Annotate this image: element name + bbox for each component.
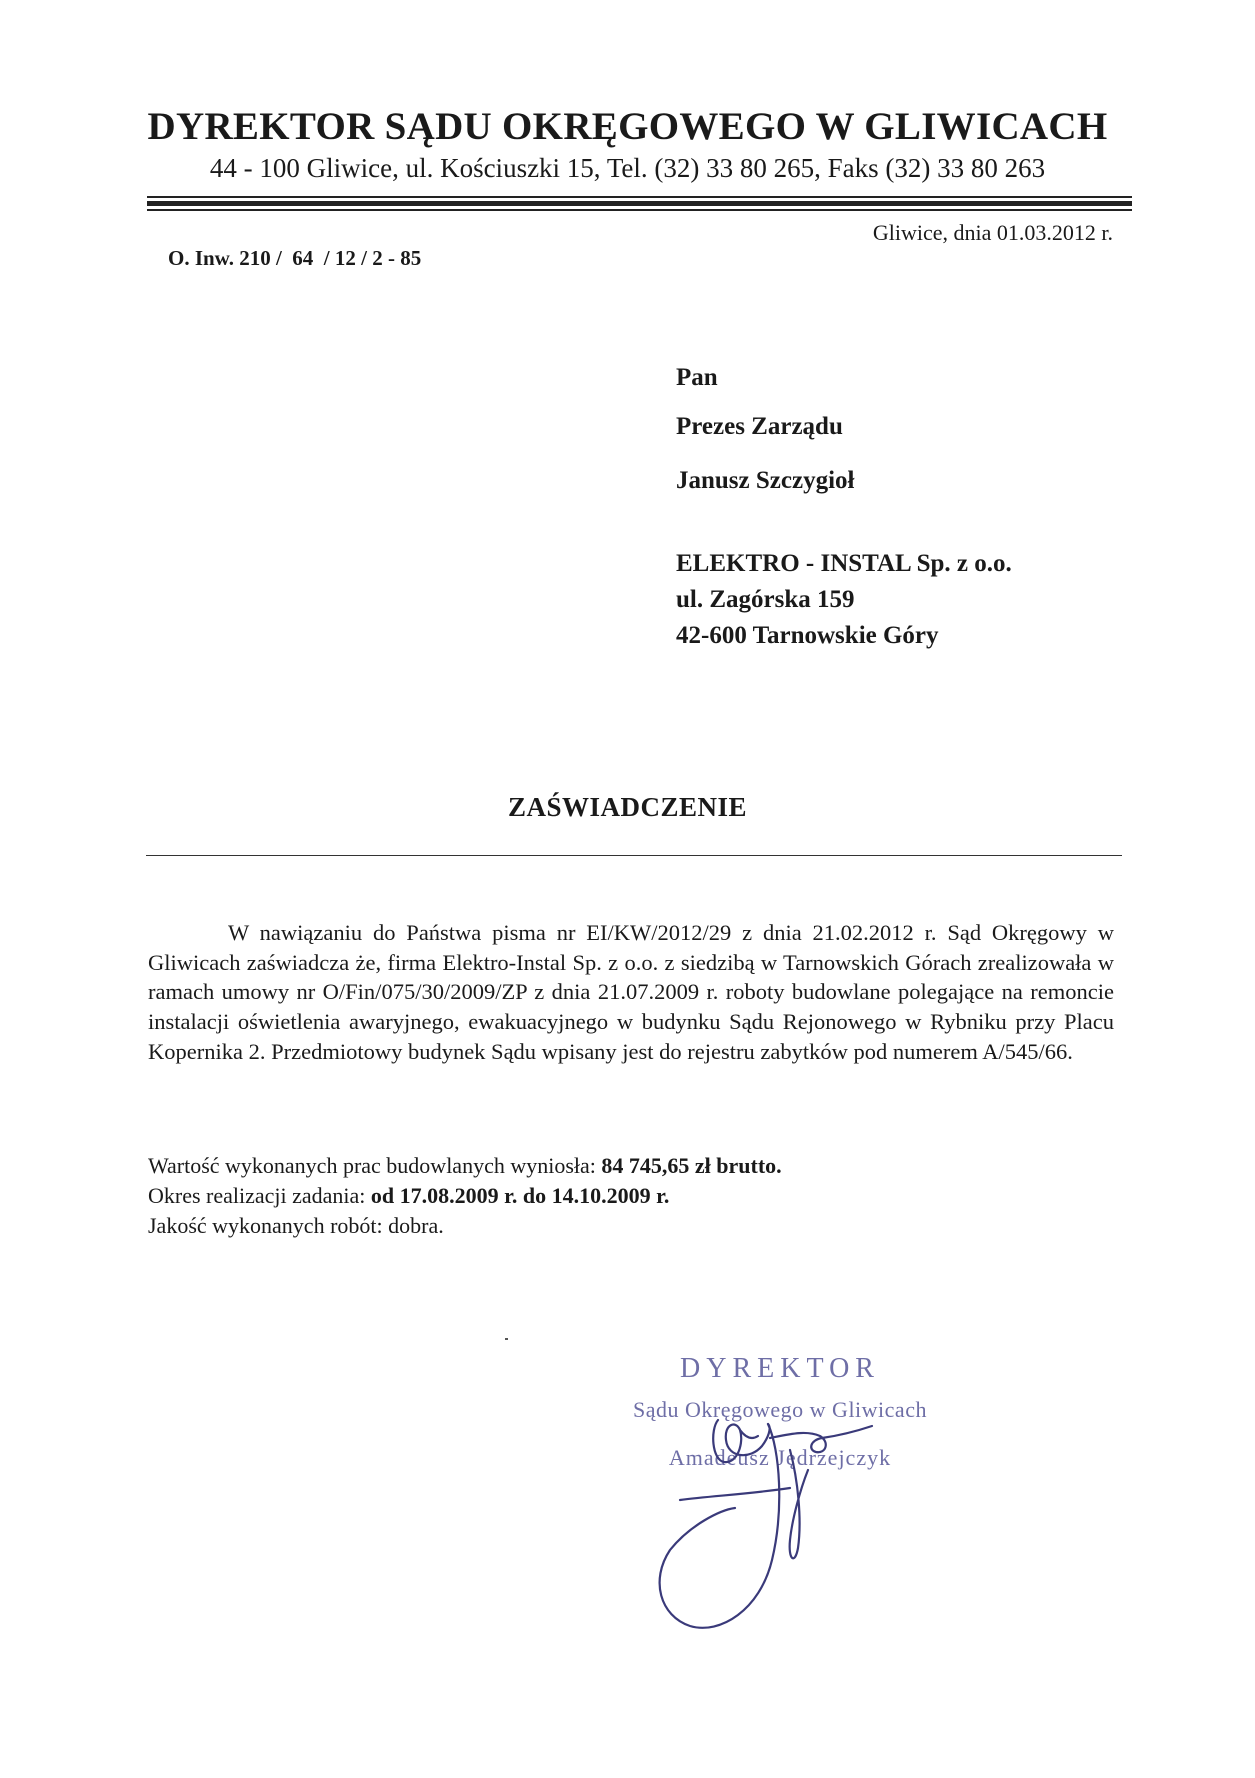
scan-speck	[505, 1338, 508, 1340]
summary-quality-line: Jakość wykonanych robót: dobra.	[148, 1213, 444, 1238]
stamp-court: Sądu Okręgowego w Gliwicach	[633, 1397, 927, 1422]
addressee-name: Janusz Szczygioł	[676, 467, 855, 494]
letterhead-address: 44 - 100 Gliwice, ul. Kościuszki 15, Tel. (32) 33 80 265, Faks (32) 33 80 263	[209, 153, 1046, 183]
summary-period-line	[148, 1181, 1114, 1211]
addressee-position: Prezes Zarządu	[676, 413, 843, 440]
summary-period-value: od 17.08.2009 r. do 14.10.2009 r.	[370, 1183, 670, 1208]
summary-period-label: Okres realizacji zadania:	[148, 1183, 371, 1208]
body-section	[148, 918, 1114, 1067]
summary-value-label: Wartość wykonanych prac budowlanych wyniosła:	[148, 1153, 602, 1178]
addressee-street: ul. Zagórska 159	[676, 586, 855, 613]
body-paragraph: W nawiązaniu do Państwa pisma nr EI/KW/2012/29 z dnia 21.02.2012 r. Sąd Okręgowy w Gliwicach zaświadcza że, firma Elektro-Instal Sp. z o.o. z siedzibą w Tarnowskich Górach zrealizowała w ramach umowy nr O/Fin/075/30/2009/ZP z dnia 21.07.2009 r. roboty budowlane polegające na remoncie instalacji oświetlenia awaryjnego, ewakuacyjnego w budynku Sądu Rejonowego w Rybniku przy Placu Kopernika 2. Przedmiotowy budynek Sądu wpisany jest do rejestru zabytków pod numerem A/545/66.	[148, 920, 1114, 1064]
summary-section	[148, 1151, 1114, 1241]
stamp-title: DYREKTOR	[680, 1353, 880, 1384]
title-divider	[146, 855, 1122, 856]
document-title: ZAŚWIADCZENIE	[507, 792, 748, 822]
addressee-city: 42-600 Tarnowskie Góry	[676, 622, 939, 649]
summary-value-line	[148, 1151, 1114, 1181]
summary-value-amount: 84 745,65 zł brutto.	[601, 1153, 782, 1178]
reference-number: O. Inw. 210 / 64 / 12 / 2 - 85	[168, 246, 422, 270]
addressee-salutation: Pan	[676, 364, 718, 391]
handwritten-signature	[640, 1390, 900, 1650]
addressee-company: ELEKTRO - INSTAL Sp. z o.o.	[676, 550, 1012, 577]
letter-date: Gliwice, dnia 01.03.2012 r.	[872, 220, 1113, 245]
stamp-name: Amadeusz Jędrzejczyk	[668, 1445, 892, 1470]
letterhead-title: DYREKTOR SĄDU OKRĘGOWEGO W GLIWICACH	[147, 105, 1108, 148]
letterhead-rule	[147, 196, 1132, 212]
